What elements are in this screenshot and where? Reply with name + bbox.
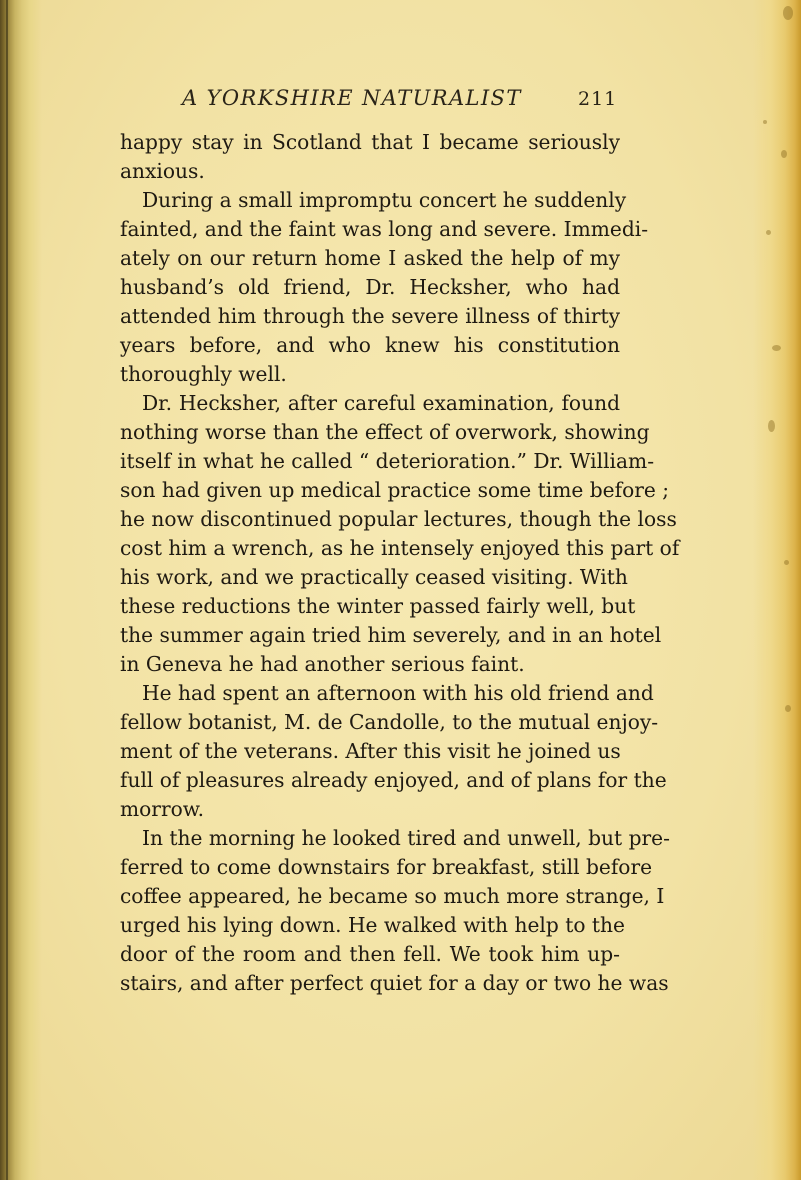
text-line: thoroughly well. — [120, 362, 287, 386]
text-line: ately on our return home I asked the help of my — [120, 246, 620, 270]
text-line: ment of the veterans. After this visit he joined us — [120, 739, 621, 763]
page-number: 211 — [578, 88, 618, 110]
text-line: these reductions the winter passed fairly well, but — [120, 594, 636, 618]
text-line: cost him a wrench, as he intensely enjoyed this part of — [120, 536, 680, 560]
running-head — [0, 86, 801, 118]
text-line: son had given up medical practice some time before ; — [120, 478, 670, 502]
text-line: In the morning he looked tired and unwell, but pre- — [142, 826, 670, 850]
text-line: years before, and who knew his constitution — [120, 333, 620, 357]
binding-edge-line — [6, 0, 8, 1180]
foxing-spot — [785, 705, 791, 712]
text-line: in Geneva he had another serious faint. — [120, 652, 525, 676]
text-line: door of the room and then fell. We took him up- — [120, 942, 620, 966]
text-line: He had spent an afternoon with his old friend and — [142, 681, 654, 705]
foxing-spot — [763, 120, 767, 124]
foxing-spot — [781, 150, 787, 158]
text-line: itself in what he called “ deterioration.” Dr. William- — [120, 449, 655, 473]
running-head-title: A YORKSHIRE NATURALIST — [182, 86, 522, 110]
text-line: nothing worse than the effect of overwork, showing — [120, 420, 650, 444]
text-line: he now discontinued popular lectures, though the loss — [120, 507, 677, 531]
text-line: fainted, and the faint was long and severe. Immedi- — [120, 217, 649, 241]
foxing-spot — [766, 230, 771, 235]
text-line: ferred to come downstairs for breakfast, still before — [120, 855, 653, 879]
page-right-edge — [753, 0, 801, 1180]
foxing-spot — [783, 6, 793, 20]
text-line: the summer again tried him severely, and in an hotel — [120, 623, 662, 647]
body-text — [120, 128, 680, 998]
foxing-spot — [768, 420, 775, 432]
text-line: anxious. — [120, 159, 205, 183]
text-line: his work, and we practically ceased visiting. With — [120, 565, 628, 589]
text-line: husband’s old friend, Dr. Hecksher, who had — [120, 275, 620, 299]
text-line: fellow botanist, M. de Candolle, to the mutual enjoy- — [120, 710, 659, 734]
text-line: stairs, and after perfect quiet for a day or two he was — [120, 971, 669, 995]
text-line: During a small impromptu concert he suddenly — [142, 188, 627, 212]
text-line: attended him through the severe illness of thirty — [120, 304, 620, 328]
foxing-spot — [784, 560, 789, 565]
text-line: Dr. Hecksher, after careful examination, found — [142, 391, 620, 415]
text-line: full of pleasures already enjoyed, and of plans for the — [120, 768, 667, 792]
text-line: happy stay in Scotland that I became seriously — [120, 130, 620, 154]
text-line: urged his lying down. He walked with help to the — [120, 913, 625, 937]
text-line: morrow. — [120, 797, 205, 821]
foxing-spot — [772, 345, 781, 351]
text-line: coffee appeared, he became so much more strange, I — [120, 884, 665, 908]
